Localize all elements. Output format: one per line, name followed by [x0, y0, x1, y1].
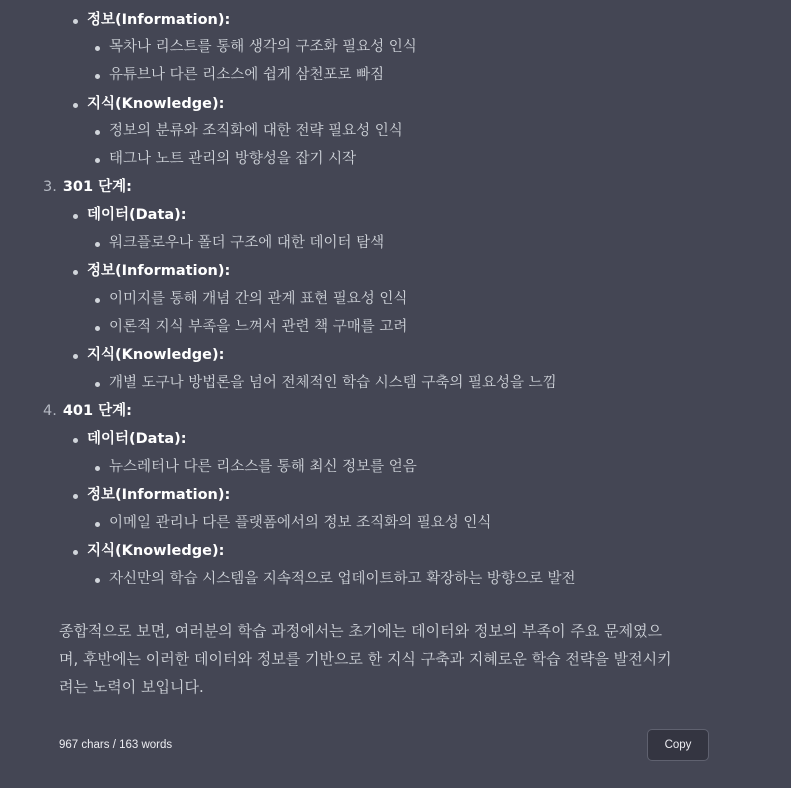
s3-data-label: 데이터(Data): — [87, 207, 187, 223]
section-heading — [43, 401, 132, 421]
list-number: 4. — [43, 403, 57, 419]
s4-knowledge-label: 지식(Knowledge): — [87, 543, 225, 559]
list-item: 워크플로우나 폴더 구조에 대한 데이터 탐색 — [109, 235, 385, 251]
bullet-icon — [95, 46, 100, 51]
s3-knowledge-label: 지식(Knowledge): — [87, 347, 225, 363]
list-item: 자신만의 학습 시스템을 지속적으로 업데이트하고 확장하는 방향으로 발전 — [109, 571, 576, 587]
bullet-icon — [95, 158, 100, 163]
bullet-icon — [95, 578, 100, 583]
summary-line: 종합적으로 보면, 여러분의 학습 과정에서는 초기에는 데이터와 정보의 부족이 주요 문제였으 — [59, 622, 663, 640]
bullet-icon — [73, 550, 78, 555]
summary-line: 며, 후반에는 이러한 데이터와 정보를 기반으로 한 지식 구축과 지혜로운 학습 전략을 발전시키 — [59, 650, 672, 668]
s4-info-label: 정보(Information): — [87, 487, 231, 503]
section-title: 401 단계: — [62, 403, 132, 419]
bullet-icon — [95, 466, 100, 471]
s2-knowledge-label: 지식(Knowledge): — [87, 96, 225, 112]
section-title: 301 단계: — [62, 179, 132, 195]
word-count: 967 chars / 163 words — [59, 739, 173, 751]
bullet-icon — [95, 242, 100, 247]
list-item: 개별 도구나 방법론을 넘어 전체적인 학습 시스템 구축의 필요성을 느낌 — [109, 375, 557, 391]
s4-data-label: 데이터(Data): — [87, 431, 187, 447]
list-item: 이미지를 통해 개념 간의 관계 표현 필요성 인식 — [109, 291, 408, 307]
list-number: 3. — [43, 179, 57, 195]
bullet-icon — [95, 522, 100, 527]
summary-paragraph — [59, 617, 739, 701]
list-item: 뉴스레터나 다른 리소스를 통해 최신 정보를 얻음 — [109, 459, 417, 475]
bullet-icon — [73, 438, 78, 443]
copy-button[interactable]: Copy — [647, 729, 709, 761]
s3-info-label: 정보(Information): — [87, 263, 231, 279]
list-item: 정보의 분류와 조직화에 대한 전략 필요성 인식 — [109, 123, 403, 139]
list-item: 이론적 지식 부족을 느껴서 관련 책 구매를 고려 — [109, 319, 408, 335]
s2-info-label: 정보(Information): — [87, 12, 231, 28]
bullet-icon — [73, 354, 78, 359]
list-item: 목차나 리스트를 통해 생각의 구조화 필요성 인식 — [109, 39, 417, 55]
summary-line: 려는 노력이 보입니다. — [59, 678, 204, 696]
bullet-icon — [95, 298, 100, 303]
bullet-icon — [73, 270, 78, 275]
bullet-icon — [73, 214, 78, 219]
bullet-icon — [95, 382, 100, 387]
bullet-icon — [95, 130, 100, 135]
section-heading — [43, 177, 132, 197]
bullet-icon — [95, 74, 100, 79]
list-item: 이메일 관리나 다른 플랫폼에서의 정보 조직화의 필요성 인식 — [109, 515, 492, 531]
bullet-icon — [73, 19, 78, 24]
bullet-icon — [95, 326, 100, 331]
bullet-icon — [73, 103, 78, 108]
bullet-icon — [73, 494, 78, 499]
list-item: 태그나 노트 관리의 방향성을 잡기 시작 — [109, 151, 357, 167]
list-item: 유튜브나 다른 리소스에 쉽게 삼천포로 빠짐 — [109, 67, 385, 83]
